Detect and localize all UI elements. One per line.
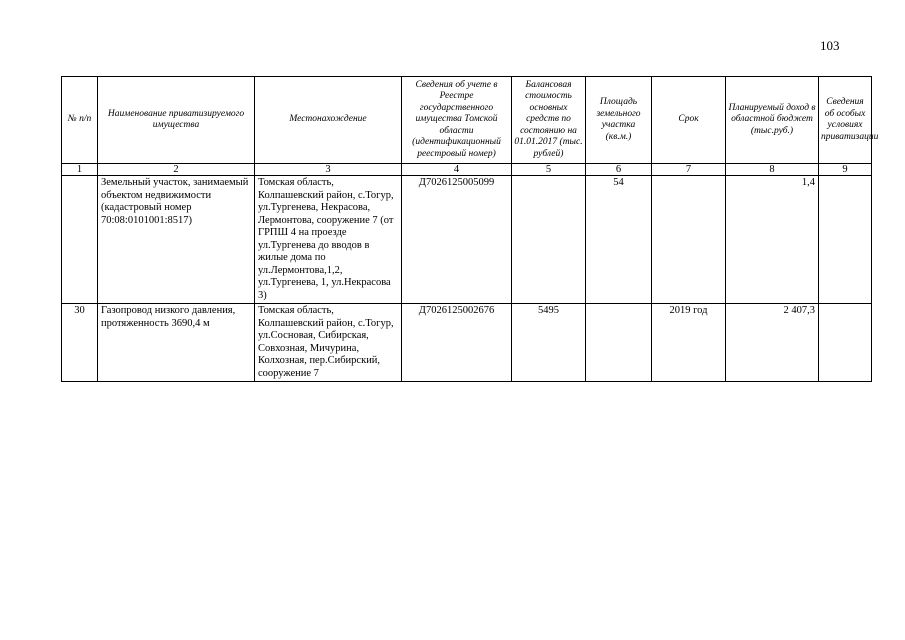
header-cell-num: № п/п bbox=[62, 77, 98, 164]
column-number: 4 bbox=[402, 164, 512, 176]
header-row bbox=[62, 77, 872, 164]
column-number: 6 bbox=[586, 164, 652, 176]
column-number: 3 bbox=[255, 164, 402, 176]
term-cell: 2019 год bbox=[652, 304, 726, 382]
row-number-cell bbox=[62, 176, 98, 304]
header-cell-registry: Сведения об учете в Реестре государственного имущества Томской области (идентификационный реестровый номер) bbox=[402, 77, 512, 164]
header-cell-name: Наименование приватизируемого имущества bbox=[98, 77, 255, 164]
registry-number-cell: Д7026125005099 bbox=[402, 176, 512, 304]
header-cell-income: Планируемый доход в областной бюджет (тыс.руб.) bbox=[726, 77, 819, 164]
column-number: 1 bbox=[62, 164, 98, 176]
location-cell: Томская область, Колпашевский район, с.Тогур, ул.Тургенева, Некрасова, Лермонтова, сооружение 7 (от ГРПШ 4 на проезде ул.Тургенева до вводов в жилые дома по ул.Лермонтова,1,2, ул.Тургенева, 1, ул.Некрасова 3) bbox=[255, 176, 402, 304]
column-number: 5 bbox=[512, 164, 586, 176]
header-cell-term: Срок bbox=[652, 77, 726, 164]
page-number: 103 bbox=[820, 38, 840, 53]
special-conditions-cell bbox=[819, 304, 872, 382]
column-number-row bbox=[62, 164, 872, 176]
planned-income-cell: 1,4 bbox=[726, 176, 819, 304]
location-cell: Томская область, Колпашевский район, с.Тогур, ул.Сосновая, Сибирская, Совхозная, Мичурина, Колхозная, пер.Сибирский, сооружение 7 bbox=[255, 304, 402, 382]
property-name-cell: Газопровод низкого давления, протяженность 3690,4 м bbox=[98, 304, 255, 382]
table-row bbox=[62, 304, 872, 382]
column-number: 7 bbox=[652, 164, 726, 176]
land-area-cell bbox=[586, 304, 652, 382]
land-area-cell: 54 bbox=[586, 176, 652, 304]
column-number: 9 bbox=[819, 164, 872, 176]
header-cell-conditions: Сведения об особых условиях приватизации bbox=[819, 77, 872, 164]
balance-value-cell bbox=[512, 176, 586, 304]
special-conditions-cell bbox=[819, 176, 872, 304]
row-number-cell: 30 bbox=[62, 304, 98, 382]
header-cell-location: Местонахождение bbox=[255, 77, 402, 164]
property-name-cell: Земельный участок, занимаемый объектом недвижимости (кадастровый номер 70:08:0101001:8517) bbox=[98, 176, 255, 304]
header-cell-area: Площадь земельного участка (кв.м.) bbox=[586, 77, 652, 164]
registry-number-cell: Д7026125002676 bbox=[402, 304, 512, 382]
term-cell bbox=[652, 176, 726, 304]
header-cell-balance: Балансовая стоимость основных средств по состоянию на 01.01.2017 (тыс. рублей) bbox=[512, 77, 586, 164]
table-row bbox=[62, 176, 872, 304]
column-number: 2 bbox=[98, 164, 255, 176]
balance-value-cell: 5495 bbox=[512, 304, 586, 382]
column-number: 8 bbox=[726, 164, 819, 176]
privatization-table bbox=[61, 76, 879, 382]
planned-income-cell: 2 407,3 bbox=[726, 304, 819, 382]
